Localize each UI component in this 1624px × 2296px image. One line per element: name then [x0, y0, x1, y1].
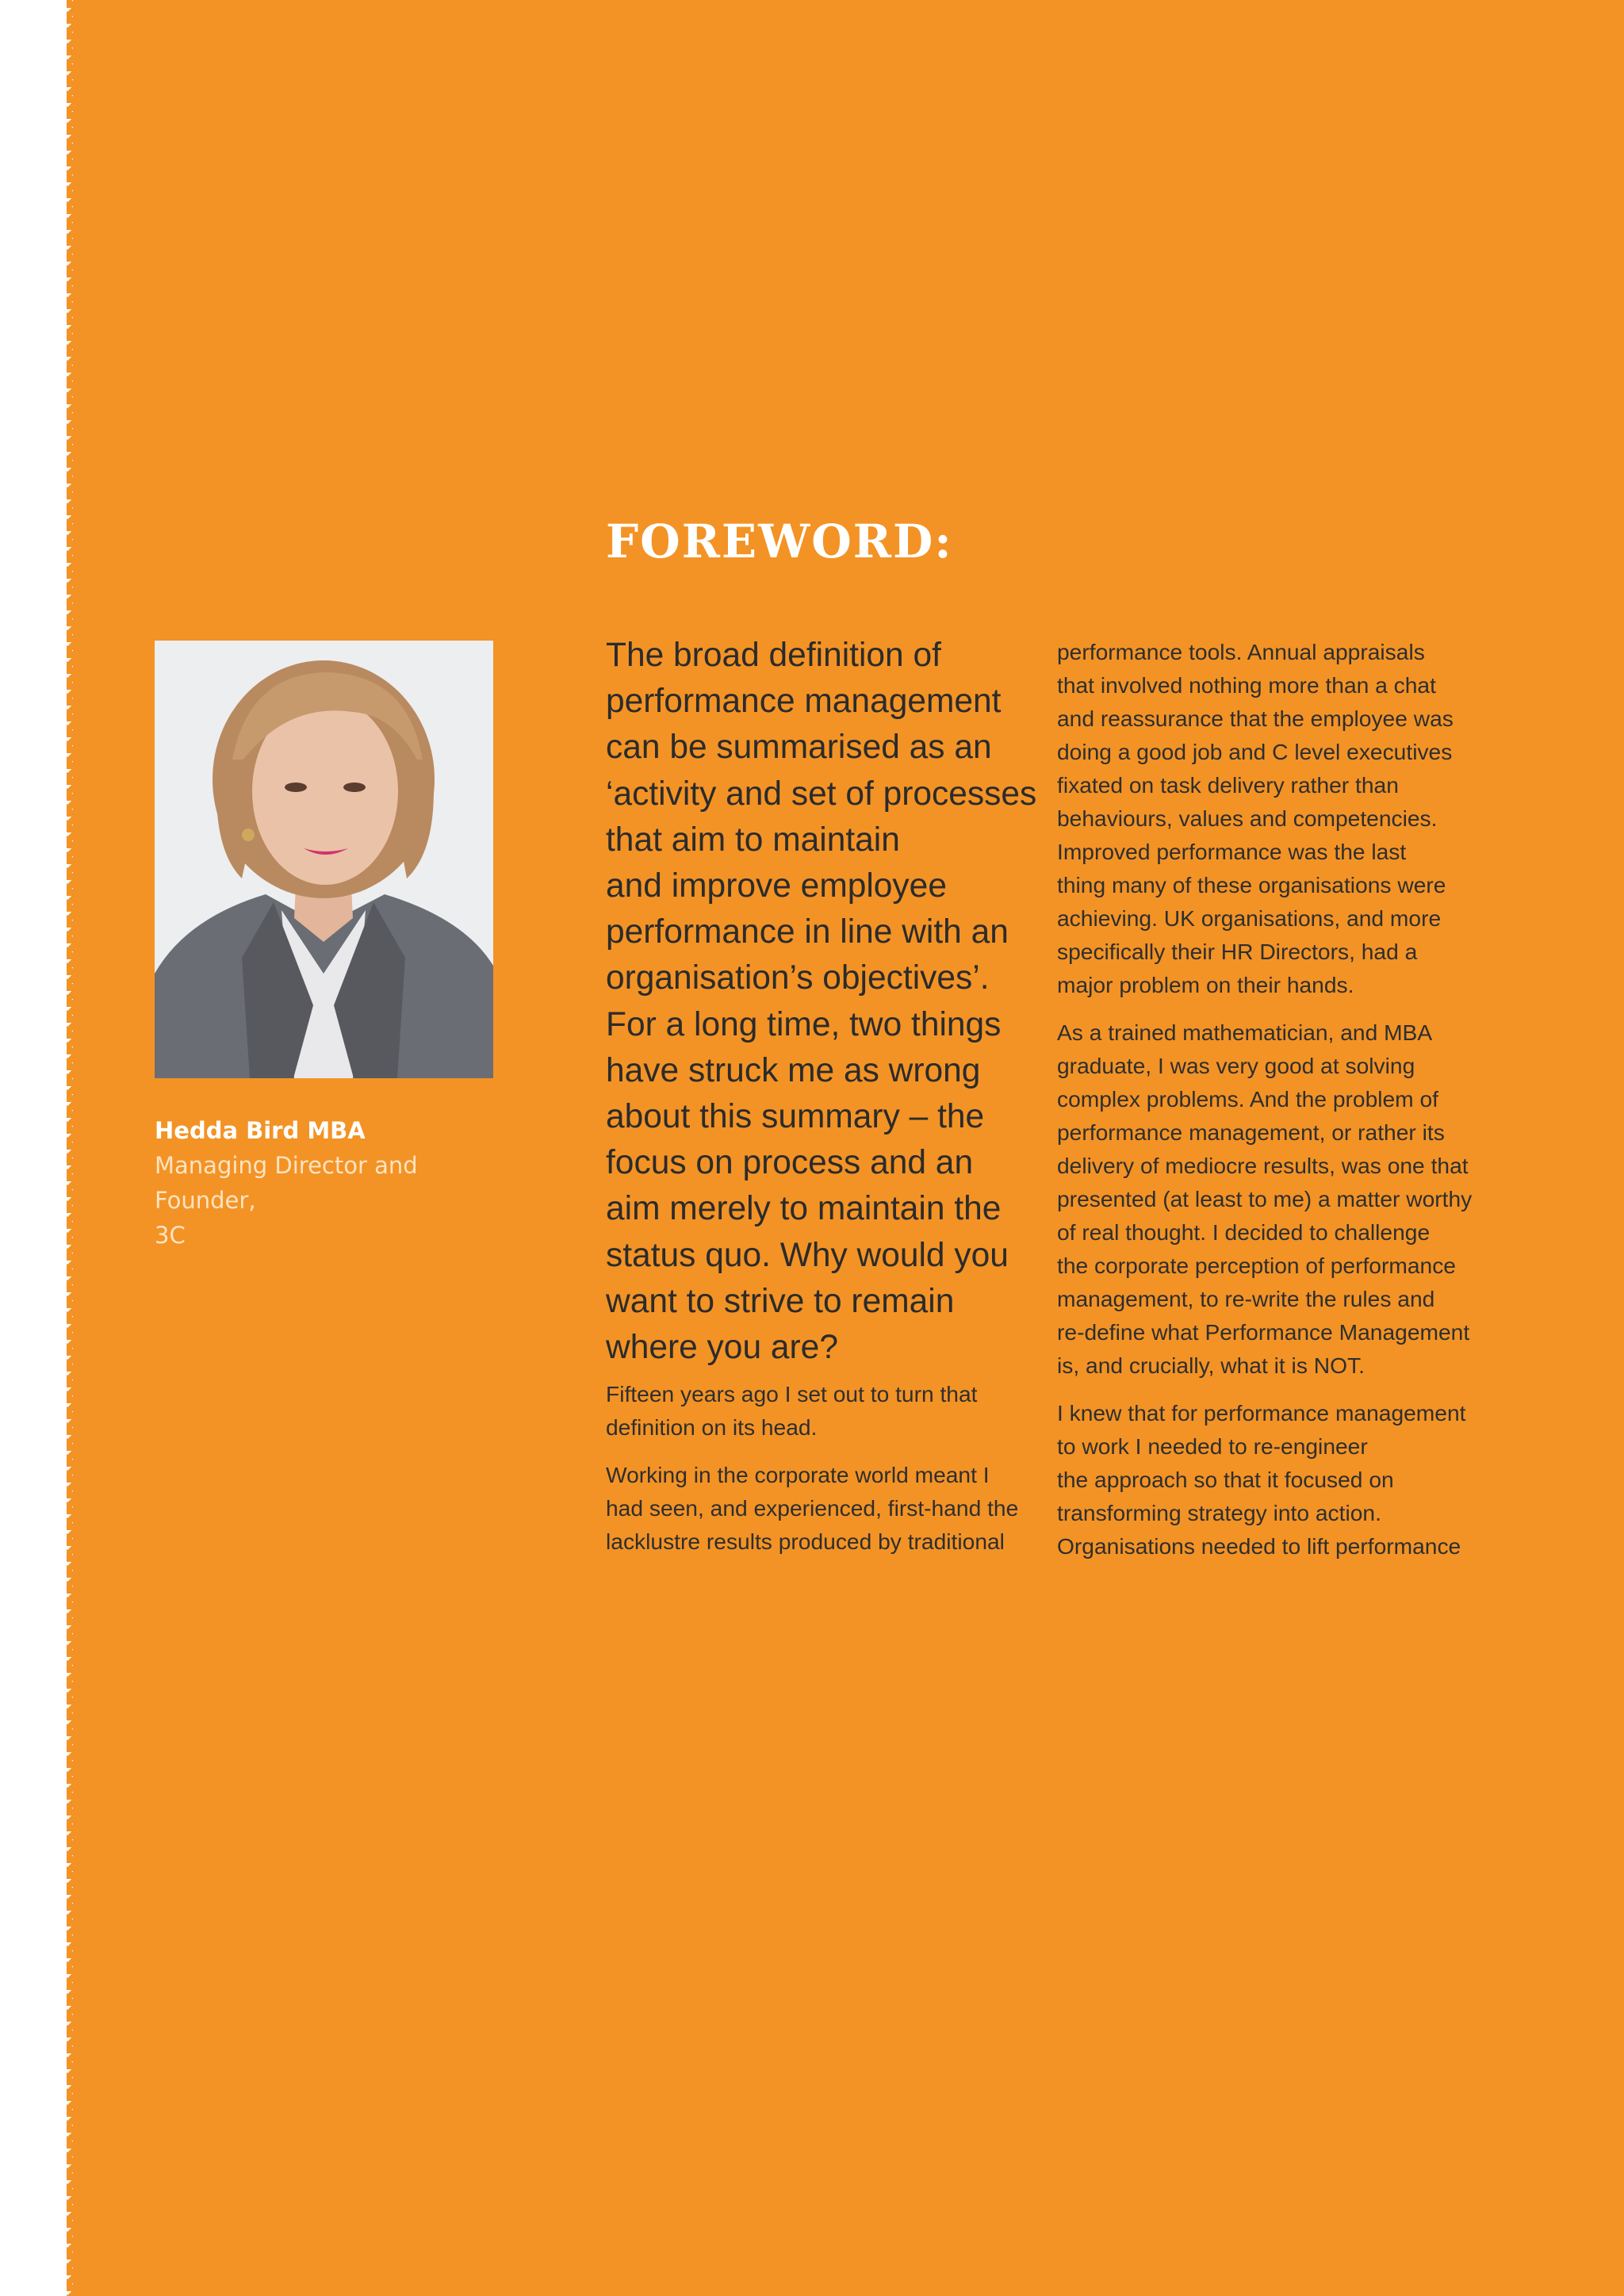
body-line: is, and crucially, what it is NOT.	[1057, 1353, 1365, 1378]
text-column-left	[606, 633, 1037, 1572]
body-line: performance tools. Annual appraisals	[1057, 639, 1425, 664]
lead-line: and improve employee	[606, 867, 947, 905]
body-line: definition on its head.	[606, 1414, 818, 1441]
body-line: Fifteen years ago I set out to turn that	[606, 1381, 978, 1407]
body-line: had seen, and experienced, first-hand the	[606, 1495, 1019, 1521]
body-paragraph	[1057, 1016, 1485, 1382]
lead-line: focus on process and an	[606, 1144, 974, 1182]
lead-line: have struck me as wrong	[606, 1051, 981, 1089]
photo-caption	[155, 1113, 504, 1253]
author-role-line2: 3C	[155, 1222, 186, 1249]
lead-line: where you are?	[606, 1329, 838, 1367]
lead-line: For a long time, two things	[606, 1005, 1002, 1043]
body-line: doing a good job and C level executives	[1057, 739, 1453, 764]
body-line: major problem on their hands.	[1057, 972, 1354, 997]
body-line: of real thought. I decided to challenge	[1057, 1219, 1431, 1245]
body-line: Working in the corporate world meant I	[606, 1462, 990, 1488]
body-line: lacklustre results produced by traditional	[606, 1529, 1005, 1555]
lead-line: The broad definition of	[606, 637, 941, 674]
lead-line: want to strive to remain	[606, 1282, 955, 1320]
body-line: the corporate perception of performance	[1057, 1253, 1456, 1278]
lead-line: that aim to maintain	[606, 821, 900, 859]
lead-line: performance management	[606, 683, 1002, 721]
body-line: complex problems. And the problem of	[1057, 1086, 1439, 1112]
body-paragraph	[1057, 635, 1485, 1001]
lead-line: organisation’s objectives’.	[606, 959, 990, 997]
text-column-right	[1057, 635, 1485, 1577]
lead-line: aim merely to maintain the	[606, 1190, 1002, 1228]
body-line: to work I needed to re-engineer	[1057, 1433, 1368, 1459]
body-paragraph	[606, 1458, 1026, 1558]
portrait-photo	[155, 641, 493, 1078]
body-line: transforming strategy into action.	[1057, 1500, 1381, 1525]
body-line: achieving. UK organisations, and more	[1057, 905, 1442, 931]
body-line: performance management, or rather its	[1057, 1119, 1445, 1145]
body-line: that involved nothing more than a chat	[1057, 672, 1436, 698]
author-name: Hedda Bird MBA	[155, 1117, 366, 1144]
body-line: I knew that for performance management	[1057, 1400, 1466, 1425]
body-paragraph	[606, 1377, 1026, 1444]
portrait-illustration	[155, 641, 493, 1078]
body-line: presented (at least to me) a matter worthy	[1057, 1186, 1473, 1211]
body-line: behaviours, values and competencies.	[1057, 806, 1438, 831]
lead-paragraph	[606, 633, 1037, 1371]
body-line: graduate, I was very good at solving	[1057, 1053, 1415, 1078]
zigzag-edge	[67, 0, 76, 2296]
lead-line: ‘activity and set of processes	[606, 775, 1037, 813]
lead-line: status quo. Why would you	[606, 1236, 1009, 1274]
lead-line: performance in line with an	[606, 913, 1009, 951]
page-title: FOREWORD:	[606, 515, 953, 568]
body-line: and reassurance that the employee was	[1057, 706, 1454, 731]
body-line: Improved performance was the last	[1057, 839, 1407, 864]
author-role-line1: Managing Director and Founder,	[155, 1152, 418, 1214]
body-line: As a trained mathematician, and MBA	[1057, 1020, 1433, 1045]
body-line: thing many of these organisations were	[1057, 872, 1446, 897]
body-line: re-define what Performance Management	[1057, 1319, 1470, 1345]
lead-line: can be summarised as an	[606, 729, 992, 767]
body-line: Organisations needed to lift performance	[1057, 1533, 1461, 1559]
body-line: specifically their HR Directors, had a	[1057, 939, 1418, 964]
body-line: the approach so that it focused on	[1057, 1467, 1394, 1492]
body-line: delivery of mediocre results, was one that	[1057, 1153, 1469, 1178]
lead-line: about this summary – the	[606, 1098, 985, 1136]
body-line: fixated on task delivery rather than	[1057, 772, 1399, 798]
body-paragraph	[1057, 1396, 1485, 1563]
left-body-text	[606, 1377, 1026, 1558]
body-line: management, to re-write the rules and	[1057, 1286, 1435, 1311]
